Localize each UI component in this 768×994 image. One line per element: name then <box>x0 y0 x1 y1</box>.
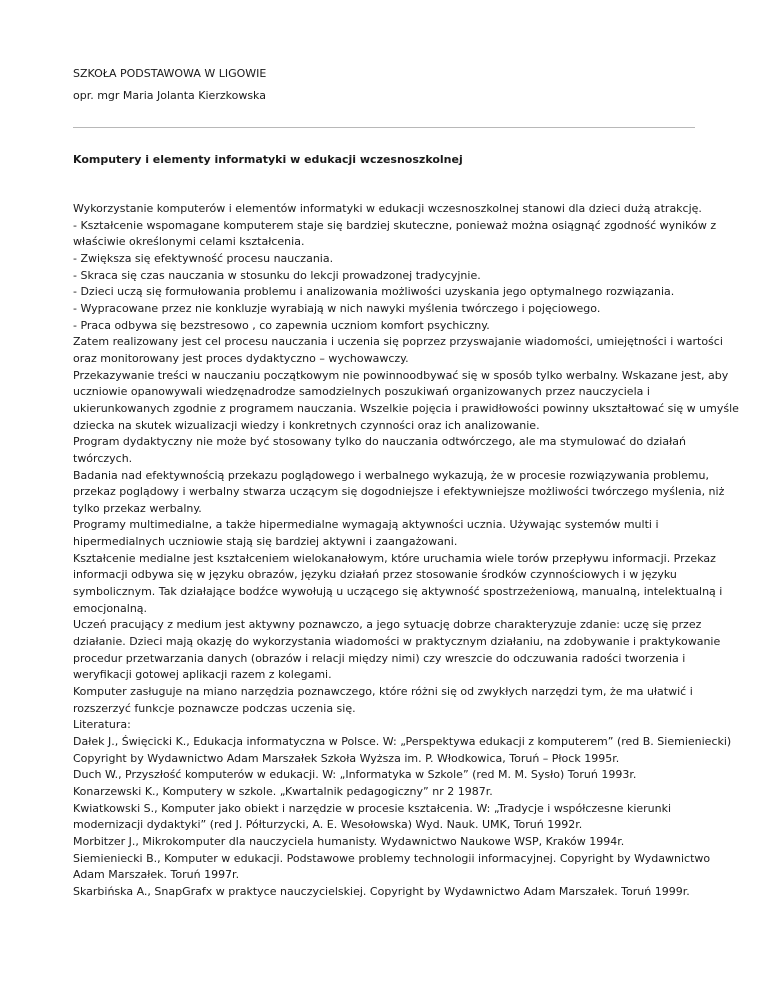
document-title: Komputery i elementy informatyki w edukacji wczesnoszkolnej <box>73 153 463 166</box>
text-line: informacji odbywa się w języku obrazów, języku działań przez stosowanie środków czynnościowych i w języku <box>73 568 677 582</box>
text-line: symbolicznym. Tak działające bodźce wywołują u uczącego się aktywność spostrzeżeniową, manualną, intelektualną i <box>73 585 723 599</box>
text-line: - Praca odbywa się bezstresowo , co zapewnia uczniom komfort psychiczny. <box>73 318 490 332</box>
text-line: - Zwiększa się efektywność procesu nauczania. <box>73 251 334 265</box>
text-line: - Dzieci uczą się formułowania problemu i analizowania możliwości uzyskania jego optymalnego rozwiązania. <box>73 285 675 299</box>
text-line: - Kształcenie wspomagane komputerem staje się bardziej skuteczne, ponieważ można osiągnąć zgodność wyników z <box>73 218 717 232</box>
text-line: emocjonalną. <box>73 601 148 615</box>
text-line: przekaz poglądowy i werbalny stwarza uczącym się dogodniejsze i efektywniejsze możliwości twórczego myślenia, niż <box>73 485 725 499</box>
school-name: SZKOŁA PODSTAWOWA W LIGOWIE <box>73 67 267 80</box>
text-line: Copyright by Wydawnictwo Adam Marszałek Szkoła Wyższa im. P. Włodkowica, Toruń – Płock 1995r. <box>73 751 620 765</box>
text-line: hipermedialnych uczniowie stają się bardziej aktywni i zaangażowani. <box>73 535 458 549</box>
document-body <box>73 201 739 901</box>
text-line: weryfikacji gotowej aplikacji razem z kolegami. <box>73 668 332 682</box>
text-line: modernizacji dydaktyki” (red J. Półturzycki, A. E. Wesołowska) Wyd. Nauk. UMK, Toruń 1992r. <box>73 818 583 832</box>
text-line: - Wypracowane przez nie konkluzje wyrabiają w nich nawyki myślenia twórczego i pojęciowego. <box>73 301 601 315</box>
text-line: tylko przekaz werbalny. <box>73 501 202 515</box>
text-line: Kształcenie medialne jest kształceniem wielokanałowym, które uruchamia wiele torów przepływu informacji. Przekaz <box>73 551 716 565</box>
text-line: Programy multimedialne, a także hipermedialne wymagają aktywności ucznia. Używając systemów multi i <box>73 518 659 532</box>
text-line: Wykorzystanie komputerów i elementów informatyki w edukacji wczesnoszkolnej stanowi dla dzieci dużą atrakcję. <box>73 202 702 215</box>
text-line: twórczych. <box>73 451 133 465</box>
text-line: dziecka na skutek wizualizacji wiedzy i konkretnych czynności oraz ich analizowanie. <box>73 418 540 432</box>
text-line: Zatem realizowany jest cel procesu nauczania i uczenia się poprzez przyswajanie wiadomości, umiejętności i wartości <box>73 335 723 349</box>
text-line: Konarzewski K., Komputery w szkole. „Kwartalnik pedagogiczny” nr 2 1987r. <box>73 784 493 798</box>
text-line: Program dydaktyczny nie może być stosowany tylko do nauczania odtwórczego, ale ma stymulować do działań <box>73 435 686 449</box>
text-line: rozszerzyć funkcje poznawcze podczas uczenia się. <box>73 701 356 715</box>
text-line: Komputer zasługuje na miano narzędzia poznawczego, które różni się od zwykłych narzędzi tym, że ma ułatwić i <box>73 685 693 699</box>
text-line: właściwie określonymi celami kształcenia. <box>73 235 305 249</box>
text-line: oraz monitorowany jest proces dydaktyczno – wychowawczy. <box>73 351 409 365</box>
text-line: Siemieniecki B., Komputer w edukacji. Podstawowe problemy technologii informacyjnej. Copyright by Wydawnictwo <box>73 851 711 865</box>
text-line: działanie. Dzieci mają okazję do wykorzystania wiadomości w praktycznym działaniu, na zdobywanie i praktykowanie <box>73 635 721 649</box>
document-header <box>73 63 695 107</box>
text-line: Morbitzer J., Mikrokomputer dla nauczyciela humanisty. Wydawnictwo Naukowe WSP, Kraków 1994r. <box>73 834 625 848</box>
text-line: Dałek J., Święcicki K., Edukacja informatyczna w Polsce. W: „Perspektywa edukacji z komputerem” (red B. Siemieniecki) <box>73 735 732 748</box>
text-line: Uczeń pracujący z medium jest aktywny poznawczo, a jego sytuację dobrze charakteryzuje zdanie: uczę się przez <box>73 618 702 632</box>
text-line: Badania nad efektywnością przekazu poglądowego i werbalnego wykazują, że w procesie rozwiązywania problemu, <box>73 468 709 482</box>
text-line: ukierunkowanych zgodnie z programem nauczania. Wszelkie pojęcia i prawidłowości powinny ukształtować się w umyśle <box>73 401 739 415</box>
text-line: Duch W., Przyszłość komputerów w edukacji. W: „Informatyka w Szkole” (red M. M. Sysło) Toruń 1993r. <box>73 768 637 782</box>
text-line: - Skraca się czas nauczania w stosunku do lekcji prowadzonej tradycyjnie. <box>73 268 481 282</box>
document <box>73 0 739 901</box>
text-line: Kwiatkowski S., Komputer jako obiekt i narzędzie w procesie kształcenia. W: „Tradycje i współczesne kierunki <box>73 801 672 815</box>
author-line: opr. mgr Maria Jolanta Kierzkowska <box>73 89 266 102</box>
text-line: Literatura: <box>73 718 131 732</box>
text-line: Skarbińska A., SnapGrafx w praktyce nauczycielskiej. Copyright by Wydawnictwo Adam Marszałek. Toruń 1999r. <box>73 884 690 898</box>
text-line: procedur przetwarzania danych (obrazów i relacji między nimi) czy wreszcie do odczuwania radości tworzenia i <box>73 651 686 665</box>
header-divider <box>73 127 695 128</box>
text-line: uczniowie opanowywali wiedzęnadrodze samodzielnych poszukiwań organizowanych przez nauczyciela i <box>73 385 650 399</box>
text-line: Przekazywanie treści w nauczaniu początkowym nie powinnoodbywać się w sposób tylko werbalny. Wskazane jest, aby <box>73 368 729 382</box>
text-line: Adam Marszałek. Toruń 1997r. <box>73 868 240 882</box>
